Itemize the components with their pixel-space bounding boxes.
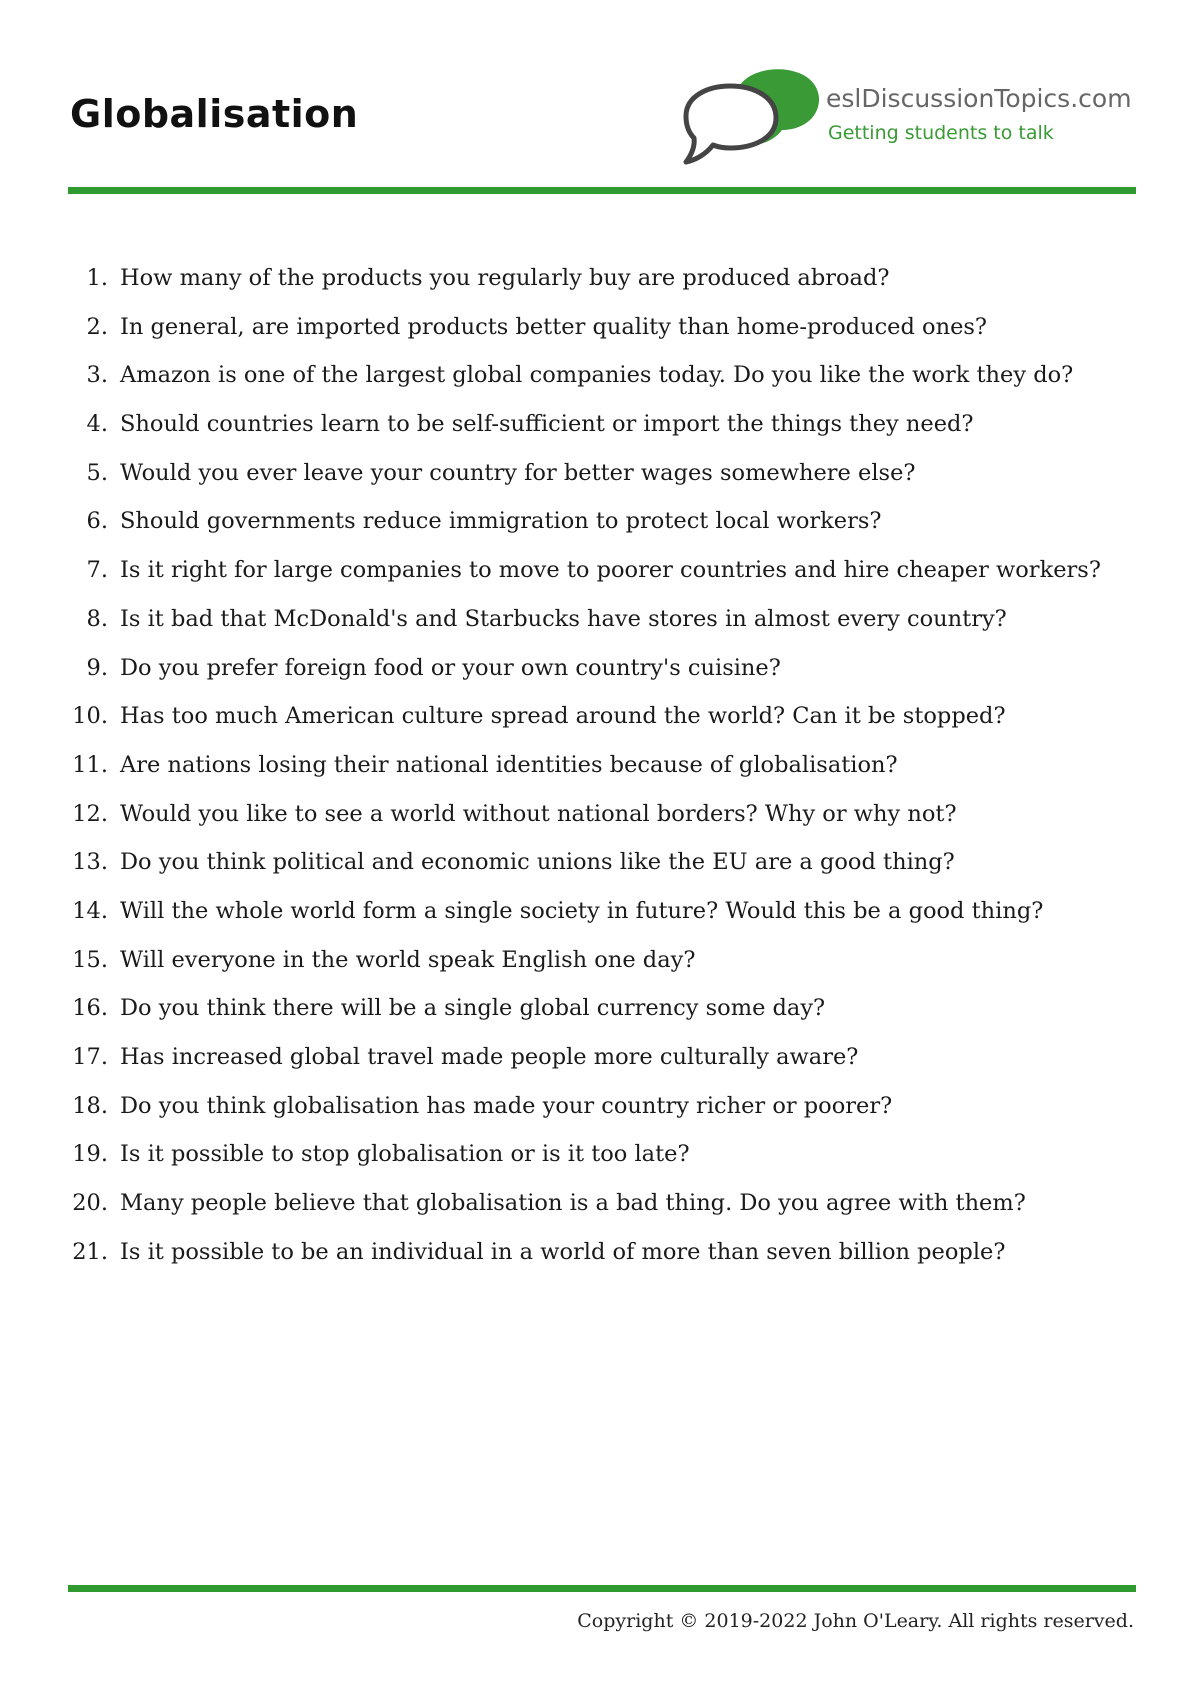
list-item: [0, 351, 1200, 400]
copyright-notice: Copyright © 2019-2022 John O'Leary. All rights reserved.: [577, 1610, 1134, 1632]
question-text: Many people believe that globalisation is a bad thing. Do you agree with them?: [120, 1190, 1026, 1217]
question-text: Would you ever leave your country for better wages somewhere else?: [120, 459, 916, 486]
list-item: [0, 936, 1200, 985]
question-number: 10.: [72, 703, 108, 730]
list-item: [0, 790, 1200, 839]
list-item: [0, 1228, 1200, 1277]
list-item: [0, 1033, 1200, 1082]
question-text: How many of the products you regularly buy are produced abroad?: [120, 265, 890, 291]
question-number: 6.: [86, 508, 108, 535]
question-text: In general, are imported products better quality than home-produced ones?: [120, 313, 987, 340]
question-number: 3.: [86, 362, 108, 389]
question-number: 13.: [72, 849, 108, 876]
question-number: 19.: [72, 1141, 108, 1168]
list-item: [0, 497, 1200, 546]
list-item: [0, 741, 1200, 790]
question-number: 12.: [72, 800, 108, 827]
list-item: [0, 449, 1200, 498]
logo-tagline: Getting students to talk: [828, 122, 1054, 144]
question-number: 20.: [72, 1190, 108, 1217]
site-logo: [676, 66, 1146, 178]
page-title: Globalisation: [70, 92, 359, 136]
question-number: 1.: [86, 265, 108, 291]
question-text: Do you think there will be a single global currency some day?: [120, 995, 826, 1022]
question-number: 18.: [72, 1092, 108, 1119]
question-text: Has increased global travel made people more culturally aware?: [120, 1044, 859, 1070]
question-text: Will the whole world form a single society in future? Would this be a good thing?: [120, 897, 1044, 924]
question-text: Has too much American culture spread around the world? Can it be stopped?: [120, 703, 1006, 730]
list-item: [0, 644, 1200, 693]
list-item: [0, 595, 1200, 644]
question-number: 8.: [86, 605, 108, 632]
question-text: Do you prefer foreign food or your own country's cuisine?: [120, 654, 781, 681]
question-text: Will everyone in the world speak English one day?: [120, 946, 696, 973]
question-number: 16.: [72, 995, 108, 1022]
question-number: 14.: [72, 897, 108, 924]
question-number: 2.: [86, 313, 108, 340]
question-number: 5.: [86, 459, 108, 486]
list-item: [0, 838, 1200, 887]
list-item: [0, 254, 1200, 303]
list-item: [0, 1130, 1200, 1179]
list-item: [0, 1179, 1200, 1228]
question-number: 7.: [86, 557, 108, 584]
list-item: [0, 984, 1200, 1033]
list-item: [0, 887, 1200, 936]
question-number: 11.: [72, 751, 108, 778]
list-item: [0, 1082, 1200, 1131]
question-number: 21.: [72, 1238, 108, 1265]
list-item: [0, 692, 1200, 741]
question-text: Are nations losing their national identities because of globalisation?: [120, 751, 898, 778]
question-text: Should countries learn to be self-sufficient or import the things they need?: [120, 411, 974, 438]
footer-divider: [68, 1585, 1136, 1592]
question-number: 4.: [86, 411, 108, 438]
question-text: Is it right for large companies to move to poorer countries and hire cheaper workers?: [120, 557, 1101, 584]
question-text: Amazon is one of the largest global companies today. Do you like the work they do?: [120, 362, 1074, 389]
question-list: [0, 254, 1200, 1276]
question-text: Is it possible to stop globalisation or is it too late?: [120, 1141, 690, 1168]
logo-name: eslDiscussionTopics.com: [826, 84, 1132, 113]
list-item: [0, 303, 1200, 352]
header-divider: [68, 187, 1136, 194]
question-text: Would you like to see a world without national borders? Why or why not?: [120, 800, 957, 827]
question-number: 9.: [86, 654, 108, 681]
question-number: 17.: [72, 1044, 108, 1070]
question-text: Is it bad that McDonald's and Starbucks have stores in almost every country?: [120, 605, 1007, 632]
list-item: [0, 546, 1200, 595]
question-text: Do you think globalisation has made your country richer or poorer?: [120, 1092, 893, 1119]
question-text: Should governments reduce immigration to protect local workers?: [120, 508, 882, 535]
speech-bubbles-icon: [676, 66, 826, 178]
question-text: Is it possible to be an individual in a world of more than seven billion people?: [120, 1238, 1006, 1265]
question-number: 15.: [72, 946, 108, 973]
list-item: [0, 400, 1200, 449]
question-text: Do you think political and economic unions like the EU are a good thing?: [120, 849, 955, 876]
